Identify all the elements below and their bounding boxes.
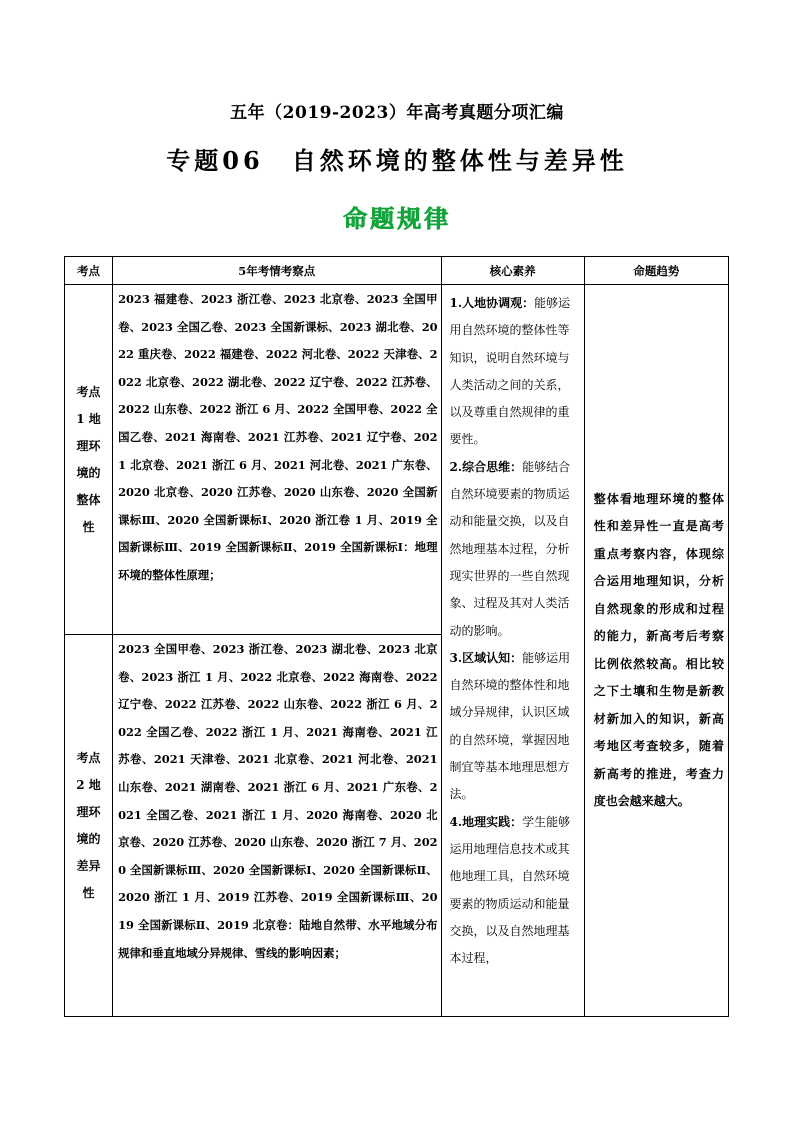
column-header: 命题趋势	[584, 257, 728, 285]
table-row	[65, 285, 729, 635]
exam-description-cell: 2023 全国甲卷、2023 浙江卷、2023 湖北卷、2023 北京卷、2023 浙江 1 月、2022 北京卷、2022 海南卷、2022 辽宁卷、2022 江苏卷、2022 山东卷、2022 浙江 6 月、2022 全国乙卷、2022 浙江 1 月、2021 海南卷、2021 江苏卷、2021 天津卷、2021 北京卷、2021 河北卷、2021 山东卷、2021 湖南卷、2021 浙江 6 月、2021 广东卷、2021 全国乙卷、2021 浙江 1 月、2020 海南卷、2020 北京卷、2020 江苏卷、2020 山东卷、2020 浙江 7 月、2020 全国新课标Ⅲ、2020 全国新课标Ⅰ、2020 全国新课标Ⅱ、2020 浙江 1 月、2019 江苏卷、2019 全国新课标Ⅲ、2019 全国新课标Ⅱ、2019 北京卷：陆地自然带、水平地域分布规律和垂直地域分异规律、雪线的影响因素；	[113, 635, 441, 1017]
literacy-item: 2.综合思维：能够结合自然环境要素的物质运动和能量交换，以及自然地理基本过程，分析现实世界的一些自然现象、过程及其对人类活动的影响。	[449, 459, 571, 638]
exam-point-cell: 考点 1 地 理环 境的 整体 性	[65, 285, 113, 635]
literacy-item: 3.区域认知：能够运用自然环境的整体性和地域分异规律，认识区域的自然环境，掌握因地制宜等基本地理思想方法。	[449, 650, 571, 802]
column-header: 考点	[65, 257, 113, 285]
column-header: 核心素养	[441, 257, 584, 285]
document-title: 五年（2019-2023）年高考真题分项汇编	[230, 103, 564, 123]
literacy-item: 4.地理实践：学生能够运用地理信息技术或其他地理工具，自然环境要素的物质运动和能量交换，以及自然地理基本过程，	[449, 814, 571, 966]
exam-description-cell: 2023 福建卷、2023 浙江卷、2023 北京卷、2023 全国甲卷、2023 全国乙卷、2023 全国新课标、2023 湖北卷、2022 重庆卷、2022 福建卷、2022 河北卷、2022 天津卷、2022 北京卷、2022 湖北卷、2022 辽宁卷、2022 江苏卷、2022 山东卷、2022 浙江 6 月、2022 全国甲卷、2022 全国乙卷、2021 海南卷、2021 江苏卷、2021 辽宁卷、2021 北京卷、2021 浙江 6 月、2021 河北卷、2021 广东卷、2020 北京卷、2020 江苏卷、2020 山东卷、2020 全国新课标Ⅲ、2020 全国新课标Ⅰ、2020 浙江卷 1 月、2019 全国新课标Ⅲ、2019 全国新课标Ⅱ、2019 全国新课标Ⅰ：地理环境的整体性原理；	[113, 285, 441, 635]
core-literacy-cell	[441, 285, 584, 1017]
column-header: 5年考情考察点	[113, 257, 441, 285]
exam-analysis-table	[64, 256, 729, 1017]
exam-point-cell: 考点 2 地 理环 境的 差异 性	[65, 635, 113, 1017]
section-heading: 命题规律	[343, 204, 451, 233]
topic-title: 专题06 自然环境的整体性与差异性	[166, 146, 628, 175]
trend-cell: 整体看地理环境的整体性和差异性一直是高考重点考察内容，体现综合运用地理知识，分析自然现象的形成和过程的能力，新高考后考察比例依然较高。相比较之下土壤和生物是新教材新加入的知识，新高考地区考查较多，随着新高考的推进，考查力度也会越来越大。	[584, 285, 728, 1017]
table-header-row	[65, 257, 729, 285]
literacy-item: 1.人地协调观：能够运用自然环境的整体性等知识，说明自然环境与人类活动之间的关系，以及尊重自然规律的重要性。	[449, 296, 571, 447]
